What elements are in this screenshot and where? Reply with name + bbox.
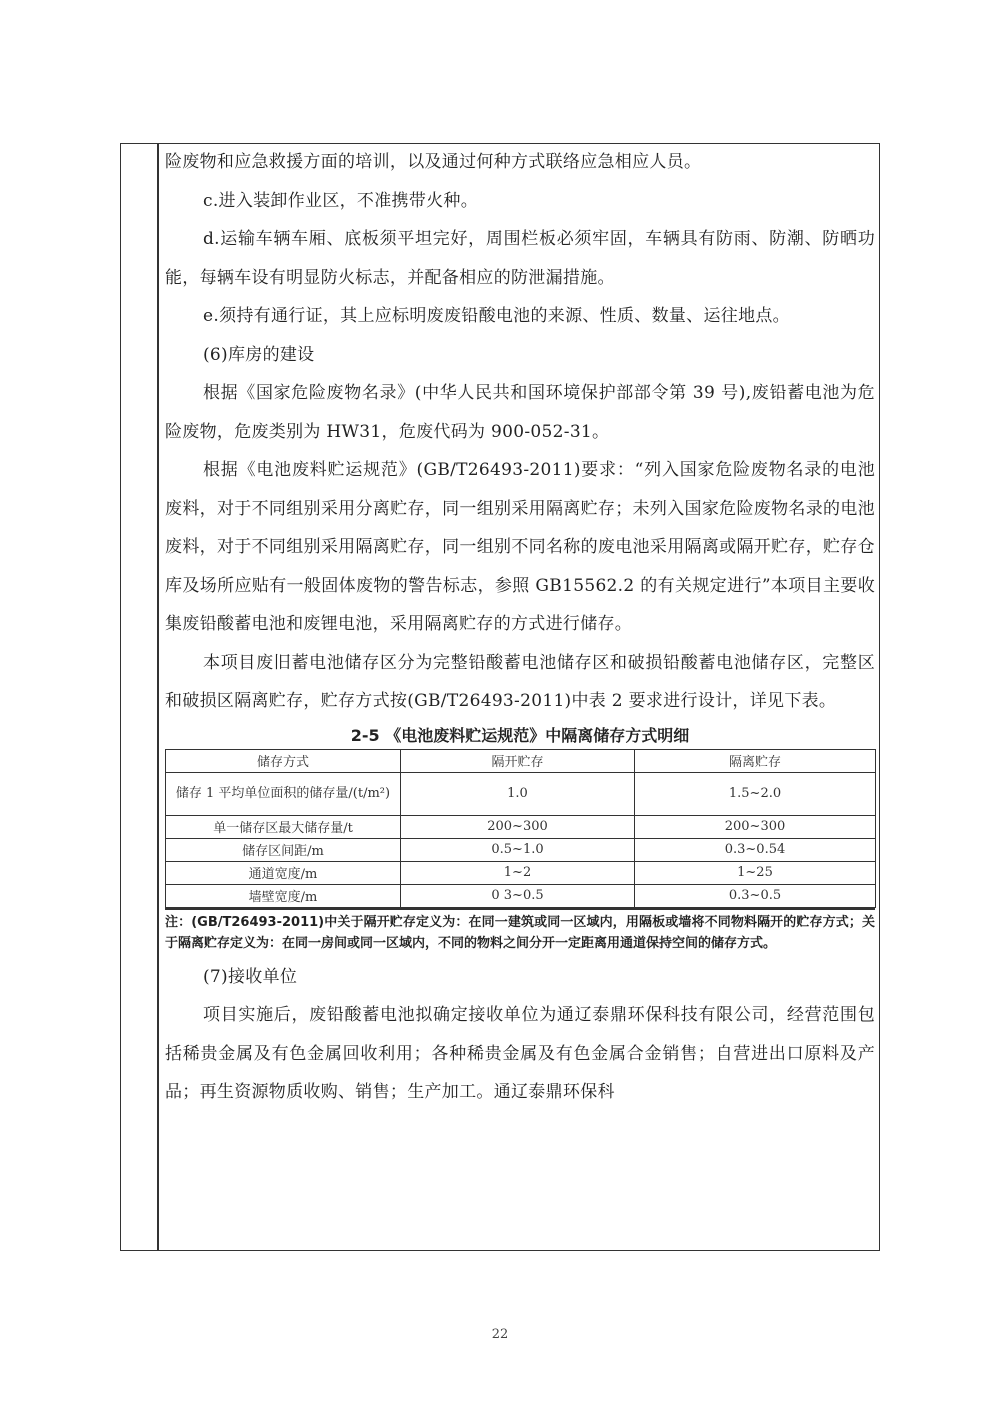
table-row — [166, 884, 876, 907]
table-cell: 1~2 — [401, 861, 635, 884]
storage-table — [165, 749, 876, 908]
table-header-row — [166, 749, 876, 772]
table-cell: 墙壁宽度/m — [166, 884, 401, 907]
table-cell: 1~25 — [635, 861, 876, 884]
paragraph-item-c: c.进入装卸作业区，不准携带火种。 — [203, 190, 479, 211]
table-caption: 2-5 《电池废料贮运规范》中隔离储存方式明细 — [350, 725, 690, 745]
page-number: 22 — [491, 1327, 509, 1342]
document-body — [165, 143, 875, 1112]
table-row — [166, 815, 876, 838]
table-cell: 0 3~0.5 — [401, 884, 635, 907]
section-heading-warehouse: (6)库房的建设 — [203, 344, 315, 365]
section-heading-receiver: (7)接收单位 — [203, 966, 298, 987]
paragraph-storage-area: 本项目废旧蓄电池储存区分为完整铅酸蓄电池储存区和破损铅酸蓄电池储存区，完整区和破损区隔离贮存，贮存方式按(GB/T26493-2011)中表 2 要求进行设计，详见下表。 — [165, 652, 875, 711]
frame-divider — [157, 143, 159, 1251]
paragraph-training: 险废物和应急救援方面的培训，以及通过何种方式联络应急相应人员。 — [165, 152, 702, 172]
paragraph-hazard-list: 根据《国家危险废物名录》(中华人民共和国环境保护部部令第 39 号),废铅蓄电池为危险废物，危废类别为 HW31，危废代码为 900-052-31。 — [165, 383, 875, 442]
table-row — [166, 772, 876, 815]
table-cell: 0.3~0.5 — [635, 884, 876, 907]
table-cell: 200~300 — [401, 815, 635, 838]
table-cell: 1.5~2.0 — [635, 772, 876, 815]
table-note: 注：(GB/T26493-2011)中关于隔开贮存定义为：在同一建筑或同一区域内，用隔板或墙将不同物料隔开的贮存方式；关于隔离贮存定义为：在同一房间或同一区域内，不同的物料之间分开一定距离用通道保持空间的储存方式。 — [165, 908, 875, 954]
table-header-cell: 储存方式 — [166, 749, 401, 772]
paragraph-item-d: d.运输车辆车厢、底板须平坦完好，周围栏板必须牢固，车辆具有防雨、防潮、防晒功能，每辆车设有明显防火标志，并配备相应的防泄漏措施。 — [165, 229, 875, 288]
paragraph-item-e: e.须持有通行证，其上应标明废废铅酸电池的来源、性质、数量、运往地点。 — [203, 306, 790, 326]
table-cell: 储存区间距/m — [166, 838, 401, 861]
table-cell: 储存 1 平均单位面积的储存量/(t/m²) — [166, 772, 401, 815]
table-header-cell: 隔开贮存 — [401, 749, 635, 772]
table-cell: 0.5~1.0 — [401, 838, 635, 861]
table-cell: 通道宽度/m — [166, 861, 401, 884]
table-cell: 单一储存区最大储存量/t — [166, 815, 401, 838]
table-cell: 1.0 — [401, 772, 635, 815]
table-row — [166, 861, 876, 884]
table-cell: 200~300 — [635, 815, 876, 838]
table-cell: 0.3~0.54 — [635, 838, 876, 861]
table-header-cell: 隔离贮存 — [635, 749, 876, 772]
paragraph-storage-spec: 根据《电池废料贮运规范》(GB/T26493-2011)要求：“列入国家危险废物名录的电池废料，对于不同组别采用分离贮存，同一组别采用隔离贮存；未列入国家危险废物名录的电池废料，对于不同组别采用隔离贮存，同一组别不同名称的废电池采用隔离或隔开贮存，贮存仓库及场所应贴有一般固体废物的警告标志，参照 GB15562.2 的有关规定进行”本项目主要收集废铅酸蓄电池和废锂电池，采用隔离贮存的方式进行储存。 — [165, 460, 875, 634]
paragraph-receiver: 项目实施后，废铅酸蓄电池拟确定接收单位为通辽泰鼎环保科技有限公司，经营范围包括稀贵金属及有色金属回收利用；各种稀贵金属及有色金属合金销售；自营进出口原料及产品；再生资源物质收购、销售；生产加工。通辽泰鼎环保科 — [165, 1005, 875, 1102]
table-row — [166, 838, 876, 861]
